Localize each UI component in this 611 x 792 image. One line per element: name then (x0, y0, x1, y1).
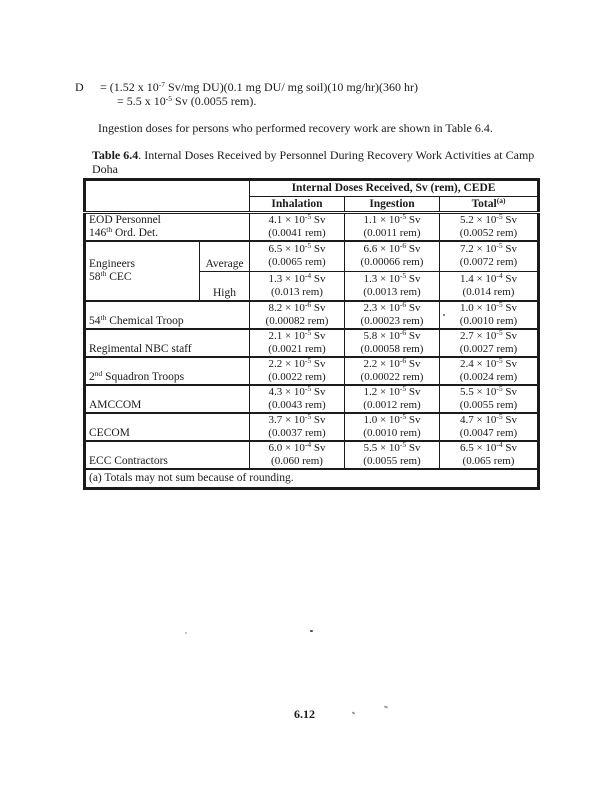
dose-value-cell: $1.3 \times 10^{-4}$ Sv (0.013 rem) (250, 271, 345, 301)
table-row (85, 241, 539, 271)
dose-value-cell: $2.4 \times 10^{-5}$ Sv (0.0024 rem) (440, 357, 539, 385)
footnote-row (85, 469, 539, 489)
dose-value-cell: $6.0 \times 10^{-4}$ Sv (0.060 rem) (250, 441, 345, 469)
sub-label-cell: Average (200, 241, 250, 271)
dose-value-cell: $2.7 \times 10^{-5}$ Sv (0.0027 rem) (440, 329, 539, 357)
dose-value-cell: $1.1 \times 10^{-5}$ Sv (0.0011 rem) (345, 213, 440, 242)
equation-lhs: D (75, 80, 84, 94)
table-row (85, 329, 539, 357)
sub-label-cell: High (200, 271, 250, 301)
row-label-cell: 54th Chemical Troop (85, 301, 250, 329)
dose-table-foot (85, 469, 539, 489)
dose-value-cell: $2.2 \times 10^{-5}$ Sv (0.0022 rem) (250, 357, 345, 385)
table-row (85, 213, 539, 242)
dose-value-cell: $4.1 \times 10^{-5}$ Sv (0.0041 rem) (250, 213, 345, 242)
table-caption (92, 148, 562, 176)
dose-value-cell: $1.2 \times 10^{-5}$ Sv (0.0012 rem) (345, 385, 440, 413)
table-row (85, 385, 539, 413)
intro-paragraph: Ingestion doses for persons who performed recovery work are shown in Table 6.4. (98, 121, 493, 135)
scan-speck (185, 632, 187, 634)
dose-value-cell: $5.5 \times 10^{-5}$ Sv (0.0055 rem) (440, 385, 539, 413)
table-caption-text: . Internal Doses Received by Personnel During Recovery Work Activities at Camp Doha (92, 148, 535, 176)
dose-value-cell: $8.2 \times 10^{-6}$ Sv (0.00082 rem) (250, 301, 345, 329)
dose-table-header (85, 180, 539, 213)
dose-value-cell: $1.0 \times 10^{-5}$ Sv (0.0010 rem) (345, 413, 440, 441)
dose-value-cell: $6.6 \times 10^{-6}$ Sv (0.00066 rem) (345, 241, 440, 271)
equation-line-1: = (1.52 x $10^{-7}$ Sv/mg DU)(0.1 mg DU/ mg soil)(10 mg/hr)(360 hr) (100, 80, 418, 94)
dose-value-cell: $2.3 \times 10^{-6}$ Sv (0.00023 rem) (345, 301, 440, 329)
table-row (85, 357, 539, 385)
scan-speck (443, 314, 445, 316)
column-header-total: Total$^{(a)}$ (440, 197, 539, 213)
row-label-cell: CECOM (85, 413, 250, 441)
dose-value-cell: $6.5 \times 10^{-5}$ Sv (0.0065 rem) (250, 241, 345, 271)
scan-speck (384, 705, 388, 709)
header-corner-cell (85, 180, 250, 213)
dose-table (83, 178, 540, 490)
dose-value-cell: $2.2 \times 10^{-6}$ Sv (0.00022 rem) (345, 357, 440, 385)
table-caption-label: Table 6.4 (92, 148, 139, 162)
dose-value-cell: $4.7 \times 10^{-5}$ Sv (0.0047 rem) (440, 413, 539, 441)
table-row (85, 441, 539, 469)
group-header-cell: Internal Doses Received, Sv (rem), CEDE (250, 180, 539, 197)
equation-line-2: = 5.5 x $10^{-5}$ Sv (0.0055 rem). (117, 94, 257, 108)
row-label-cell: EOD Personnel 146th Ord. Det. (85, 213, 250, 242)
dose-value-cell: $1.0 \times 10^{-5}$ Sv (0.0010 rem) (440, 301, 539, 329)
scan-speck (352, 711, 356, 714)
page-number: 6.12 (294, 707, 315, 721)
header-row-group (85, 180, 539, 197)
scan-speck (310, 630, 313, 632)
dose-value-cell: $5.2 \times 10^{-5}$ Sv (0.0052 rem) (440, 213, 539, 242)
dose-table-body (85, 213, 539, 470)
row-label-cell: Regimental NBC staff (85, 329, 250, 357)
table-row (85, 413, 539, 441)
group-label-cell: Engineers 58th CEC (85, 241, 200, 301)
dose-value-cell: $2.1 \times 10^{-5}$ Sv (0.0021 rem) (250, 329, 345, 357)
dose-value-cell: $5.5 \times 10^{-5}$ Sv (0.0055 rem) (345, 441, 440, 469)
dose-value-cell: $3.7 \times 10^{-5}$ Sv (0.0037 rem) (250, 413, 345, 441)
table-row (85, 301, 539, 329)
row-label-cell: ECC Contractors (85, 441, 250, 469)
dose-value-cell: $1.3 \times 10^{-5}$ Sv (0.0013 rem) (345, 271, 440, 301)
dose-value-cell: $1.4 \times 10^{-4}$ Sv (0.014 rem) (440, 271, 539, 301)
row-label-cell: AMCCOM (85, 385, 250, 413)
column-header-inhalation: Inhalation (250, 197, 345, 213)
dose-value-cell: $6.5 \times 10^{-4}$ Sv (0.065 rem) (440, 441, 539, 469)
dose-value-cell: $4.3 \times 10^{-5}$ Sv (0.0043 rem) (250, 385, 345, 413)
row-label-cell: 2nd Squadron Troops (85, 357, 250, 385)
dose-value-cell: $7.2 \times 10^{-5}$ Sv (0.0072 rem) (440, 241, 539, 271)
footnote-cell: (a) Totals may not sum because of rounding. (85, 469, 539, 489)
dose-equation (75, 80, 418, 108)
column-header-ingestion: Ingestion (345, 197, 440, 213)
dose-value-cell: $5.8 \times 10^{-6}$ Sv (0.00058 rem) (345, 329, 440, 357)
